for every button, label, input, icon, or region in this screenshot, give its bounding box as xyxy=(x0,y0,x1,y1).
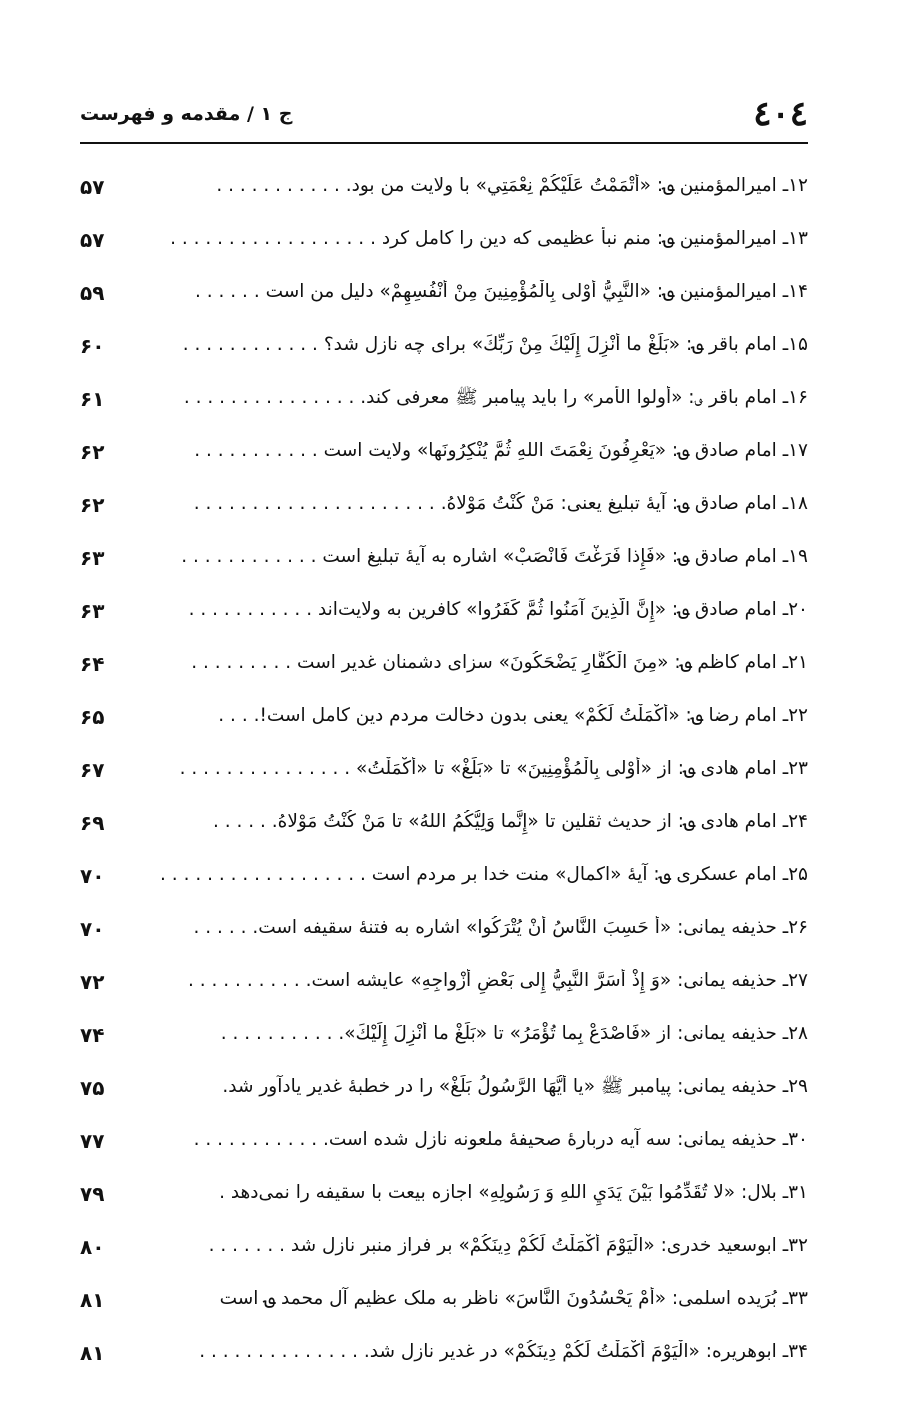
toc-entry-page: ۶۳ xyxy=(80,598,105,623)
table-of-contents xyxy=(80,160,808,1379)
page-number: ٤٠٤ xyxy=(753,94,808,134)
toc-entry-title: ۱۷ـ امام صادق ؈: «يَعْرِفُونَ نِعْمَتَ اللهِ ثُمَّ يُنْكِرُونَها» ولایت است . . . . . . . . . . . xyxy=(194,440,808,462)
toc-entry-title: ۳۲ـ ابوسعید خدری: «الْيَوْمَ أَكْمَلْتُ لَكُمْ دِينَكُمْ» بر فراز منبر نازل شد . . . . . . . xyxy=(208,1235,808,1257)
toc-entry-title: ۱۳ـ امیرالمؤمنین ؈: منم نبأ عظیمی که دین را کامل کرد . . . . . . . . . . . . . . . . . . xyxy=(170,228,808,250)
toc-entry-page: ۸۰ xyxy=(80,1234,105,1259)
toc-entry xyxy=(80,1273,808,1326)
toc-entry xyxy=(80,955,808,1008)
toc-entry xyxy=(80,637,808,690)
toc-entry-title: ۲۵ـ امام عسکری ؈: آیهٔ «اکمال» منت خدا بر مردم است . . . . . . . . . . . . . . . . . . xyxy=(160,864,808,886)
toc-entry-title: ۳۳ـ بُرَیده اسلمی: «أَمْ يَحْسُدُونَ النَّاسَ» ناظر به ملک عظیم آل محمد ؈ است xyxy=(219,1288,808,1310)
toc-entry xyxy=(80,1008,808,1061)
page-header xyxy=(80,92,808,136)
toc-entry-page: ۷۰ xyxy=(80,863,105,888)
toc-entry-page: ۶۲ xyxy=(80,439,105,464)
toc-entry xyxy=(80,584,808,637)
toc-entry-page: ۷۵ xyxy=(80,1075,105,1100)
toc-entry-page: ۷۰ xyxy=(80,916,105,941)
toc-entry xyxy=(80,743,808,796)
toc-entry xyxy=(80,425,808,478)
toc-entry-page: ۶۵ xyxy=(80,704,105,729)
toc-entry-title: ۱۹ـ امام صادق ؈: «فَإِذا فَرَغْتَ فَانْصَبْ» اشاره به آیهٔ تبلیغ است . . . . . . . . . . . . xyxy=(181,546,808,568)
toc-entry-page: ۶۳ xyxy=(80,545,105,570)
toc-entry-page: ۶۱ xyxy=(80,386,105,411)
toc-entry-page: ۶۲ xyxy=(80,492,105,517)
toc-entry-title: ۲۹ـ حذیفه یمانی: پیامبر ﷺ «يا أَيُّهَا الرَّسُولُ بَلِّغْ» را در خطبهٔ غدیر یادآور شد. xyxy=(222,1076,808,1098)
toc-entry-title: ۲۰ـ امام صادق ؈: «إِنَّ الَّذِينَ آمَنُوا ثُمَّ كَفَرُوا» کافرین به ولایت‌اند . . . . . . . . . . . xyxy=(188,599,808,621)
toc-entry-page: ۸۱ xyxy=(80,1287,105,1312)
toc-entry xyxy=(80,372,808,425)
toc-entry-title: ۱۴ـ امیرالمؤمنین ؈: «النَّبِيُّ أَوْلى بِالْمُؤْمِنِينَ مِنْ أَنْفُسِهِمْ» دلیل من است . . . . . . xyxy=(195,281,808,303)
toc-entry-page: ۵۷ xyxy=(80,227,105,252)
toc-entry-title: ۱۸ـ امام صادق ؈: آیهٔ تبلیغ یعنی: مَنْ كُنْتُ مَوْلاهُ. . . . . . . . . . . . . . . . . . . . . . xyxy=(193,493,808,515)
toc-entry-title: ۱۲ـ امیرالمؤمنین ؈: «أَتْمَمْتُ عَلَيْكُمْ نِعْمَتِي» با ولایت من بود. . . . . . . . . . . . xyxy=(216,175,808,197)
toc-entry xyxy=(80,1326,808,1379)
toc-entry-page: ۶۹ xyxy=(80,810,105,835)
toc-entry-title: ۳۰ـ حذیفه یمانی: سه آیه دربارهٔ صحیفهٔ ملعونه نازل شده است. . . . . . . . . . . . xyxy=(193,1129,808,1151)
toc-entry xyxy=(80,266,808,319)
toc-entry xyxy=(80,478,808,531)
toc-entry-title: ۲۱ـ امام کاظم ؈: «مِنَ الْكُفَّارِ يَضْحَكُونَ» سزای دشمنان غدیر است . . . . . . . . . xyxy=(191,652,808,674)
toc-entry xyxy=(80,796,808,849)
toc-entry xyxy=(80,1061,808,1114)
toc-entry-title: ۱۶ـ امام باقر ؈: «أولوا الأمر» را باید پیامبر ﷺ معرفی کند. . . . . . . . . . . . . . . . xyxy=(183,387,808,409)
toc-entry-page: ۷۲ xyxy=(80,969,105,994)
toc-entry-title: ۱۵ـ امام باقر ؈: «بَلِّغْ ما أُنْزِلَ إِلَيْكَ مِنْ رَبِّكَ» برای چه نازل شد؟ . . . . . . . . . . . . xyxy=(182,334,808,356)
toc-entry-page: ۷۴ xyxy=(80,1022,105,1047)
toc-entry xyxy=(80,1220,808,1273)
toc-entry xyxy=(80,849,808,902)
toc-entry-title: ۲۳ـ امام هادی ؈: از «أَوْلى بِالْمُؤْمِنِينَ» تا «بَلِّغْ» تا «أَكْمَلْتُ» . . . . . . . . . . . . . . . xyxy=(179,758,808,780)
toc-entry-title: ۲۲ـ امام رضا ؈: «أَكْمَلْتُ لَكُمْ» یعنی بدون دخالت مردم دین کامل است!. . . . xyxy=(218,705,808,727)
toc-entry-page: ۸۱ xyxy=(80,1340,105,1365)
toc-entry-page: ۶۴ xyxy=(80,651,105,676)
toc-entry-title: ۳۴ـ ابوهریره: «الْيَوْمَ أَكْمَلْتُ لَكُمْ دِينَكُمْ» در غدیر نازل شد. . . . . . . . . . . . . . . xyxy=(199,1341,808,1363)
toc-entry-title: ۲۶ـ حذیفه یمانی: «أَ حَسِبَ النَّاسُ أَنْ يُتْرَكُوا» اشاره به فتنهٔ سقیفه است. . . . . . xyxy=(193,917,808,939)
header-divider xyxy=(80,142,808,144)
toc-entry xyxy=(80,160,808,213)
toc-entry xyxy=(80,1167,808,1220)
toc-entry xyxy=(80,319,808,372)
toc-entry xyxy=(80,531,808,584)
toc-entry-title: ۲۷ـ حذیفه یمانی: «وَ إِذْ أَسَرَّ النَّبِيُّ إِلى بَعْضِ أَزْواجِهِ» عایشه است. . . . . . . . . . . xyxy=(188,970,808,992)
toc-entry xyxy=(80,690,808,743)
toc-entry-page: ۵۹ xyxy=(80,280,105,305)
toc-entry-page: ۷۷ xyxy=(80,1128,105,1153)
toc-entry-title: ۲۸ـ حذیفه یمانی: از «فَاصْدَعْ بِما تُؤْمَرُ» تا «بَلِّغْ ما أُنْزِلَ إِلَيْكَ». . . . . . . . . . . xyxy=(220,1023,808,1045)
toc-entry-title: ۲۴ـ امام هادی ؈: از حدیث ثقلین تا «إِنَّما وَلِيُّكُمُ اللهُ» تا مَنْ كُنْتُ مَوْلاهُ. . . . . . xyxy=(212,811,808,833)
toc-entry-page: ۶۷ xyxy=(80,757,105,782)
running-title: ج ۱ / مقدمه و فهرست xyxy=(80,102,293,125)
toc-entry-page: ۵۷ xyxy=(80,174,105,199)
toc-entry xyxy=(80,213,808,266)
toc-entry-page: ۶۰ xyxy=(80,333,105,358)
toc-entry-title: ۳۱ـ بلال: «لا تُقَدِّمُوا بَيْنَ يَدَيِ اللهِ وَ رَسُولِهِ» اجازه بیعت با سقیفه را نمی‌دهد . xyxy=(219,1182,808,1204)
toc-entry xyxy=(80,902,808,955)
toc-entry-page: ۷۹ xyxy=(80,1181,105,1206)
toc-entry xyxy=(80,1114,808,1167)
